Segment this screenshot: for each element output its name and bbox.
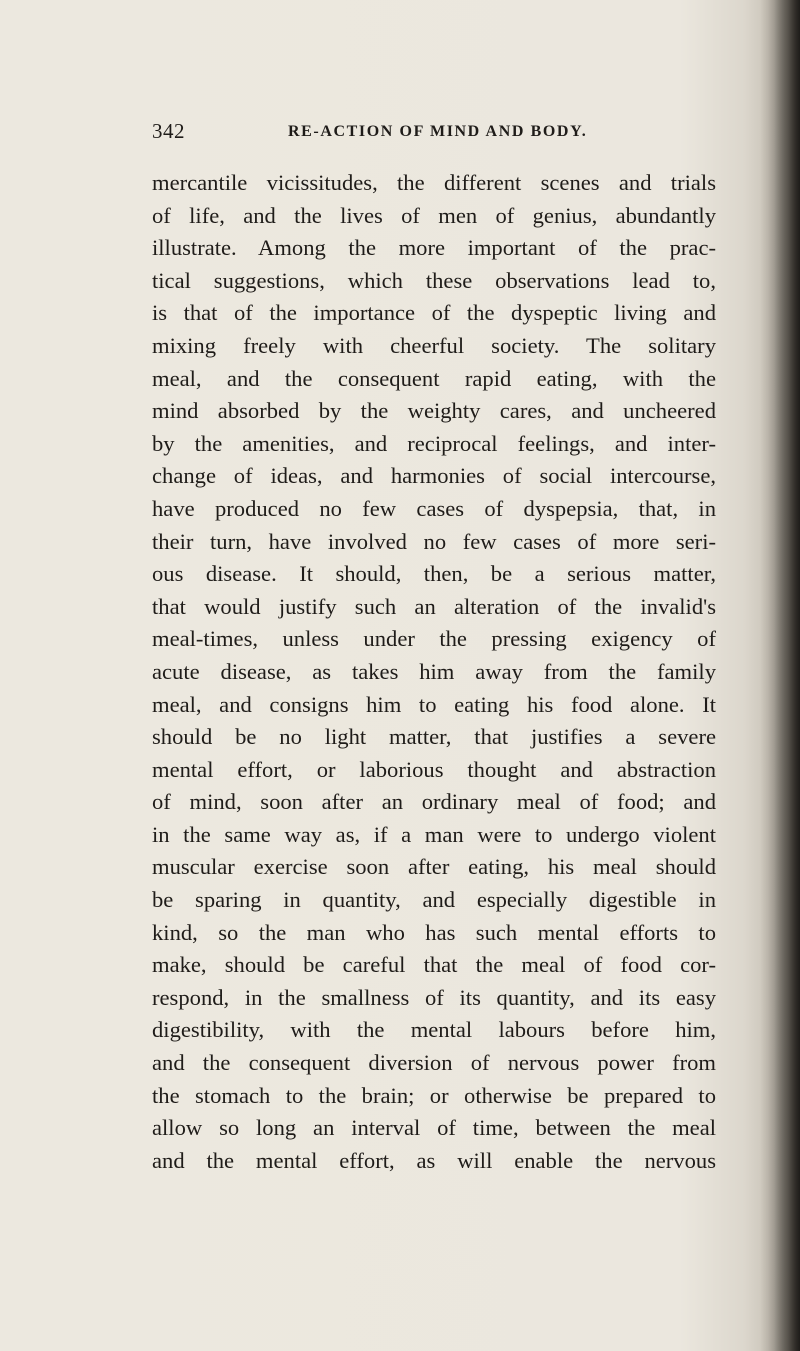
text-line: meal, and the consequent rapid eating, with the	[152, 365, 716, 391]
text-line: acute disease, as takes him away from the family	[152, 658, 716, 684]
text-line: tical suggestions, which these observations lead to,	[152, 267, 716, 293]
text-line: is that of the importance of the dyspeptic living and	[152, 300, 716, 326]
text-line: of mind, soon after an ordinary meal of food; and	[152, 789, 716, 815]
text-line: by the amenities, and reciprocal feelings, and inter-	[152, 430, 716, 456]
text-line: mixing freely with cheerful society. The solitary	[152, 332, 716, 358]
text-line: change of ideas, and harmonies of social intercourse,	[152, 463, 716, 489]
body-text	[152, 167, 716, 1177]
text-line: mercantile vicissitudes, the different scenes and trials	[152, 170, 716, 195]
text-line: allow so long an interval of time, between the meal	[152, 1115, 716, 1141]
text-line: and the mental effort, as will enable the nervous	[152, 1147, 716, 1173]
text-line: kind, so the man who has such mental efforts to	[152, 919, 716, 945]
text-line: digestibility, with the mental labours before him,	[152, 1017, 716, 1043]
text-line: mind absorbed by the weighty cares, and uncheered	[152, 398, 716, 424]
page-number: 342	[152, 119, 185, 143]
text-line: respond, in the smallness of its quantity, and its easy	[152, 984, 716, 1010]
book-spine-shadow	[760, 0, 800, 1351]
text-line: make, should be careful that the meal of food cor-	[152, 952, 716, 978]
text-line: ous disease. It should, then, be a serious matter,	[152, 561, 716, 587]
running-head	[152, 117, 772, 147]
text-line: their turn, have involved no few cases of more seri-	[152, 528, 716, 554]
text-line: have produced no few cases of dyspepsia, that, in	[152, 495, 716, 521]
text-line: the stomach to the brain; or otherwise be prepared to	[152, 1082, 716, 1108]
text-line: meal-times, unless under the pressing exigency of	[152, 626, 716, 652]
text-line: meal, and consigns him to eating his food alone. It	[152, 691, 716, 717]
text-line: muscular exercise soon after eating, his meal should	[152, 854, 716, 880]
text-line: mental effort, or laborious thought and abstraction	[152, 756, 716, 782]
running-head-title: RE-ACTION OF MIND AND BODY.	[288, 123, 588, 140]
text-line: and the consequent diversion of nervous power from	[152, 1050, 716, 1076]
text-line: that would justify such an alteration of the invalid's	[152, 593, 716, 619]
text-line: illustrate. Among the more important of the prac-	[152, 235, 716, 261]
text-line: of life, and the lives of men of genius, abundantly	[152, 202, 716, 228]
text-line: in the same way as, if a man were to undergo violent	[152, 821, 716, 847]
text-line: should be no light matter, that justifies a severe	[152, 724, 716, 750]
text-line: be sparing in quantity, and especially digestible in	[152, 887, 716, 913]
